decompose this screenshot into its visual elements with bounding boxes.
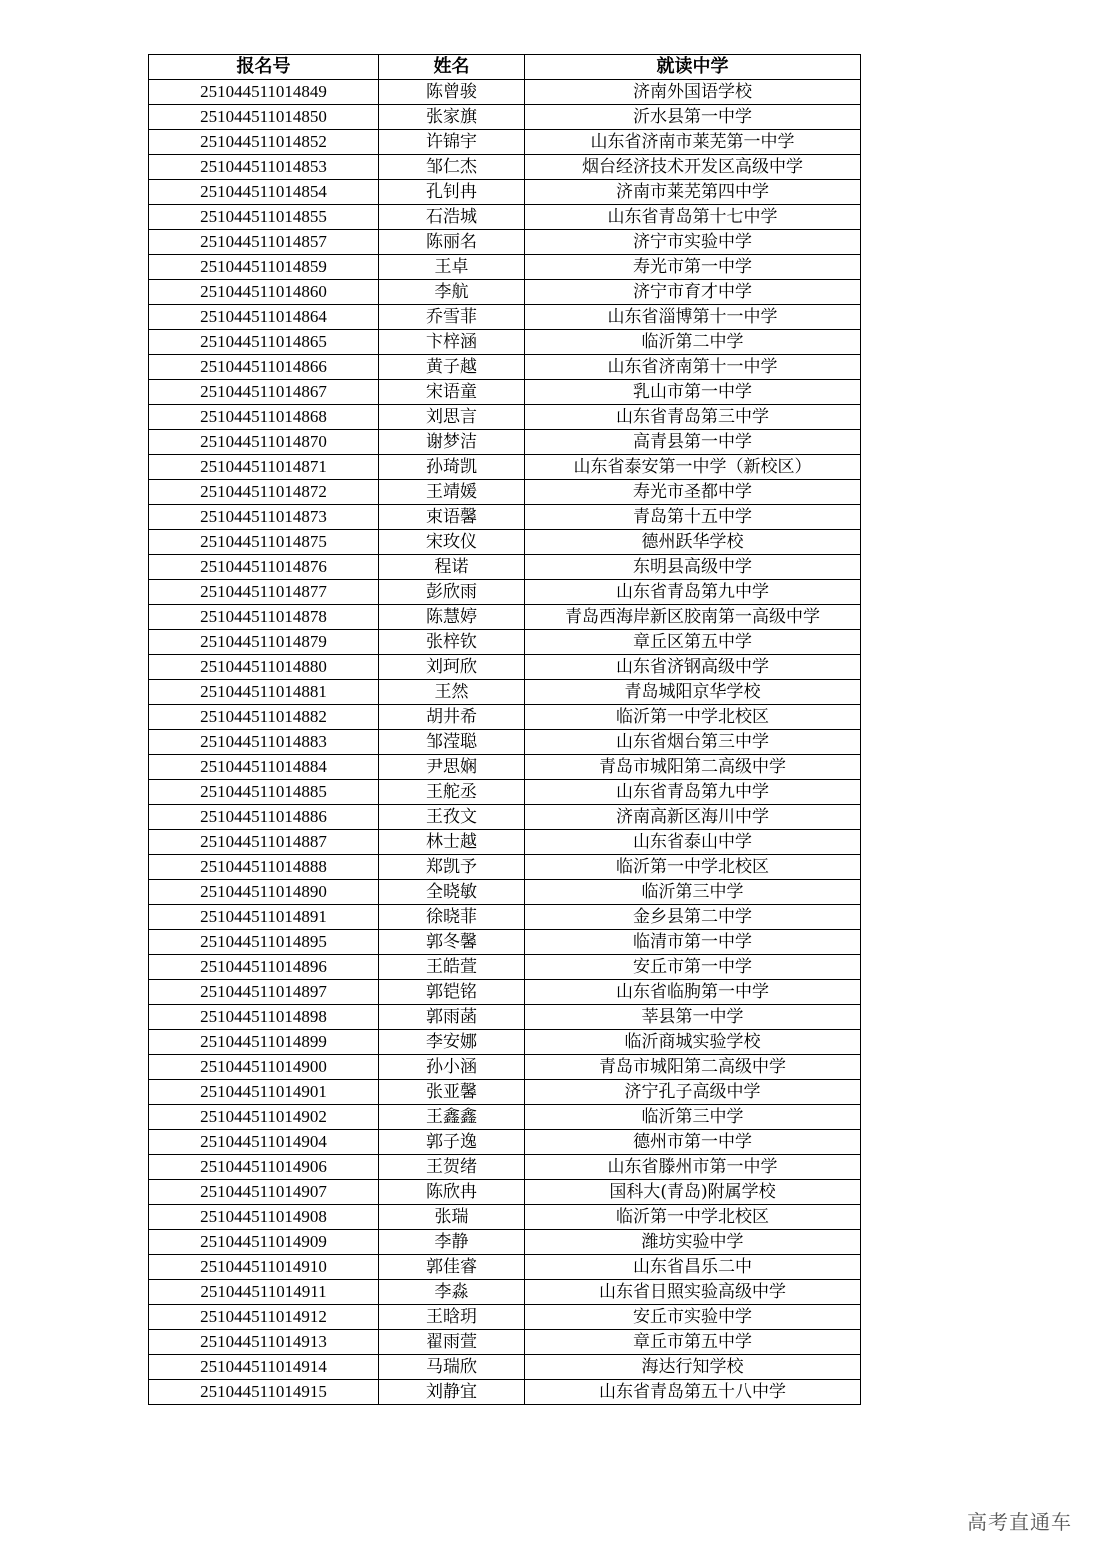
- table-row: [149, 880, 861, 905]
- student-name-cell: 王皓萱: [379, 955, 525, 980]
- header-school: 就读中学: [525, 55, 861, 80]
- school-cell: 青岛西海岸新区胶南第一高级中学: [525, 605, 861, 630]
- student-name-cell: 李静: [379, 1230, 525, 1255]
- student-name-cell: 孙小涵: [379, 1055, 525, 1080]
- table-row: [149, 130, 861, 155]
- registration-number-cell: 251044511014885: [149, 780, 379, 805]
- table-row: [149, 855, 861, 880]
- school-cell: 山东省临朐第一中学: [525, 980, 861, 1005]
- registration-number-cell: 251044511014913: [149, 1330, 379, 1355]
- school-cell: 章丘市第五中学: [525, 1330, 861, 1355]
- registration-number-cell: 251044511014902: [149, 1105, 379, 1130]
- registration-number-cell: 251044511014900: [149, 1055, 379, 1080]
- student-name-cell: 陈欣冉: [379, 1180, 525, 1205]
- registration-number-cell: 251044511014854: [149, 180, 379, 205]
- student-name-cell: 郭佳睿: [379, 1255, 525, 1280]
- school-cell: 寿光市圣都中学: [525, 480, 861, 505]
- school-cell: 沂水县第一中学: [525, 105, 861, 130]
- table-row: [149, 630, 861, 655]
- registration-number-cell: 251044511014912: [149, 1305, 379, 1330]
- registration-number-cell: 251044511014888: [149, 855, 379, 880]
- student-name-cell: 胡井希: [379, 705, 525, 730]
- registration-number-cell: 251044511014890: [149, 880, 379, 905]
- table-row: [149, 1130, 861, 1155]
- table-row: [149, 1005, 861, 1030]
- school-cell: 临沂商城实验学校: [525, 1030, 861, 1055]
- school-cell: 青岛城阳京华学校: [525, 680, 861, 705]
- registration-number-cell: 251044511014909: [149, 1230, 379, 1255]
- watermark-text: 高考直通车: [967, 1510, 1072, 1534]
- table-row: [149, 505, 861, 530]
- student-name-cell: 郭子逸: [379, 1130, 525, 1155]
- header-name: 姓名: [379, 55, 525, 80]
- school-cell: 山东省泰安第一中学（新校区）: [525, 455, 861, 480]
- table-row: [149, 1330, 861, 1355]
- student-name-cell: 宋语童: [379, 380, 525, 405]
- table-row: [149, 805, 861, 830]
- table-row: [149, 980, 861, 1005]
- registration-number-cell: 251044511014877: [149, 580, 379, 605]
- table-row: [149, 430, 861, 455]
- school-cell: 临沂第一中学北校区: [525, 1205, 861, 1230]
- student-name-cell: 陈丽名: [379, 230, 525, 255]
- registration-number-cell: 251044511014879: [149, 630, 379, 655]
- school-cell: 安丘市第一中学: [525, 955, 861, 980]
- table-row: [149, 205, 861, 230]
- school-cell: 德州跃华学校: [525, 530, 861, 555]
- student-name-cell: 程诺: [379, 555, 525, 580]
- school-cell: 金乡县第二中学: [525, 905, 861, 930]
- header-registration-number: 报名号: [149, 55, 379, 80]
- table-body: [149, 80, 861, 1405]
- table-row: [149, 280, 861, 305]
- student-name-cell: 邹仁杰: [379, 155, 525, 180]
- registration-number-cell: 251044511014872: [149, 480, 379, 505]
- table-row: [149, 1255, 861, 1280]
- student-name-cell: 张瑞: [379, 1205, 525, 1230]
- registration-number-cell: 251044511014897: [149, 980, 379, 1005]
- table-row: [149, 905, 861, 930]
- table-row: [149, 580, 861, 605]
- table-row: [149, 930, 861, 955]
- registration-number-cell: 251044511014907: [149, 1180, 379, 1205]
- header-row: [149, 55, 861, 80]
- student-name-cell: 全晓敏: [379, 880, 525, 905]
- student-name-cell: 翟雨萱: [379, 1330, 525, 1355]
- table-row: [149, 405, 861, 430]
- table-row: [149, 1280, 861, 1305]
- student-name-cell: 李航: [379, 280, 525, 305]
- registration-number-cell: 251044511014886: [149, 805, 379, 830]
- student-name-cell: 郑凯予: [379, 855, 525, 880]
- school-cell: 章丘区第五中学: [525, 630, 861, 655]
- registration-number-cell: 251044511014855: [149, 205, 379, 230]
- school-cell: 临沂第三中学: [525, 1105, 861, 1130]
- registration-number-cell: 251044511014901: [149, 1080, 379, 1105]
- school-cell: 山东省青岛第五十八中学: [525, 1380, 861, 1405]
- student-name-cell: 王舵丞: [379, 780, 525, 805]
- table-row: [149, 1055, 861, 1080]
- student-name-cell: 李安娜: [379, 1030, 525, 1055]
- student-name-cell: 张亚馨: [379, 1080, 525, 1105]
- student-name-cell: 刘静宜: [379, 1380, 525, 1405]
- table-row: [149, 955, 861, 980]
- registration-number-cell: 251044511014911: [149, 1280, 379, 1305]
- school-cell: 海达行知学校: [525, 1355, 861, 1380]
- admission-list-table: [148, 54, 861, 1405]
- registration-number-cell: 251044511014906: [149, 1155, 379, 1180]
- school-cell: 烟台经济技术开发区高级中学: [525, 155, 861, 180]
- registration-number-cell: 251044511014873: [149, 505, 379, 530]
- table-row: [149, 255, 861, 280]
- school-cell: 临沂第三中学: [525, 880, 861, 905]
- student-name-cell: 林士越: [379, 830, 525, 855]
- table-row: [149, 1230, 861, 1255]
- table-row: [149, 1155, 861, 1180]
- school-cell: 山东省滕州市第一中学: [525, 1155, 861, 1180]
- student-name-cell: 彭欣雨: [379, 580, 525, 605]
- registration-number-cell: 251044511014880: [149, 655, 379, 680]
- registration-number-cell: 251044511014868: [149, 405, 379, 430]
- registration-number-cell: 251044511014875: [149, 530, 379, 555]
- registration-number-cell: 251044511014904: [149, 1130, 379, 1155]
- registration-number-cell: 251044511014876: [149, 555, 379, 580]
- school-cell: 山东省青岛第九中学: [525, 780, 861, 805]
- school-cell: 寿光市第一中学: [525, 255, 861, 280]
- student-name-cell: 王卓: [379, 255, 525, 280]
- table-row: [149, 1030, 861, 1055]
- registration-number-cell: 251044511014887: [149, 830, 379, 855]
- student-name-cell: 乔雪菲: [379, 305, 525, 330]
- registration-number-cell: 251044511014852: [149, 130, 379, 155]
- registration-number-cell: 251044511014914: [149, 1355, 379, 1380]
- registration-number-cell: 251044511014864: [149, 305, 379, 330]
- registration-number-cell: 251044511014871: [149, 455, 379, 480]
- school-cell: 山东省济南第十一中学: [525, 355, 861, 380]
- table-row: [149, 605, 861, 630]
- table-row: [149, 730, 861, 755]
- school-cell: 临沂第一中学北校区: [525, 855, 861, 880]
- school-cell: 德州市第一中学: [525, 1130, 861, 1155]
- student-name-cell: 张家旗: [379, 105, 525, 130]
- table-row: [149, 1105, 861, 1130]
- student-name-cell: 王晗玥: [379, 1305, 525, 1330]
- table-row: [149, 1380, 861, 1405]
- table-row: [149, 1180, 861, 1205]
- registration-number-cell: 251044511014896: [149, 955, 379, 980]
- school-cell: 山东省日照实验高级中学: [525, 1280, 861, 1305]
- student-name-cell: 宋玫仪: [379, 530, 525, 555]
- school-cell: 青岛市城阳第二高级中学: [525, 755, 861, 780]
- table-header: [149, 55, 861, 80]
- student-name-cell: 徐晓菲: [379, 905, 525, 930]
- student-name-cell: 王贺绪: [379, 1155, 525, 1180]
- registration-number-cell: 251044511014891: [149, 905, 379, 930]
- registration-number-cell: 251044511014908: [149, 1205, 379, 1230]
- school-cell: 山东省青岛第三中学: [525, 405, 861, 430]
- school-cell: 济宁孔子高级中学: [525, 1080, 861, 1105]
- school-cell: 安丘市实验中学: [525, 1305, 861, 1330]
- student-name-cell: 石浩城: [379, 205, 525, 230]
- table-row: [149, 455, 861, 480]
- school-cell: 临清市第一中学: [525, 930, 861, 955]
- school-cell: 青岛市城阳第二高级中学: [525, 1055, 861, 1080]
- table-row: [149, 530, 861, 555]
- student-name-cell: 谢梦洁: [379, 430, 525, 455]
- registration-number-cell: 251044511014883: [149, 730, 379, 755]
- registration-number-cell: 251044511014895: [149, 930, 379, 955]
- school-cell: 临沂第二中学: [525, 330, 861, 355]
- student-name-cell: 李淼: [379, 1280, 525, 1305]
- table-row: [149, 555, 861, 580]
- school-cell: 山东省泰山中学: [525, 830, 861, 855]
- registration-number-cell: 251044511014857: [149, 230, 379, 255]
- student-name-cell: 许锦宇: [379, 130, 525, 155]
- student-name-cell: 邹滢聪: [379, 730, 525, 755]
- table-row: [149, 780, 861, 805]
- table-row: [149, 105, 861, 130]
- table-row: [149, 705, 861, 730]
- school-cell: 济南高新区海川中学: [525, 805, 861, 830]
- student-name-cell: 孔钊冉: [379, 180, 525, 205]
- student-name-cell: 王靖媛: [379, 480, 525, 505]
- registration-number-cell: 251044511014915: [149, 1380, 379, 1405]
- table-row: [149, 305, 861, 330]
- table-row: [149, 755, 861, 780]
- table-row: [149, 655, 861, 680]
- school-cell: 临沂第一中学北校区: [525, 705, 861, 730]
- registration-number-cell: 251044511014859: [149, 255, 379, 280]
- registration-number-cell: 251044511014910: [149, 1255, 379, 1280]
- registration-number-cell: 251044511014867: [149, 380, 379, 405]
- table-row: [149, 1080, 861, 1105]
- student-name-cell: 孙琦凯: [379, 455, 525, 480]
- student-name-cell: 陈曾骏: [379, 80, 525, 105]
- table-row: [149, 330, 861, 355]
- registration-number-cell: 251044511014865: [149, 330, 379, 355]
- registration-number-cell: 251044511014870: [149, 430, 379, 455]
- student-name-cell: 束语馨: [379, 505, 525, 530]
- school-cell: 山东省烟台第三中学: [525, 730, 861, 755]
- school-cell: 济宁市育才中学: [525, 280, 861, 305]
- student-name-cell: 马瑞欣: [379, 1355, 525, 1380]
- school-cell: 潍坊实验中学: [525, 1230, 861, 1255]
- table-row: [149, 1205, 861, 1230]
- registration-number-cell: 251044511014850: [149, 105, 379, 130]
- registration-number-cell: 251044511014898: [149, 1005, 379, 1030]
- school-cell: 国科大(青岛)附属学校: [525, 1180, 861, 1205]
- registration-number-cell: 251044511014866: [149, 355, 379, 380]
- student-name-cell: 尹思娴: [379, 755, 525, 780]
- school-cell: 乳山市第一中学: [525, 380, 861, 405]
- registration-number-cell: 251044511014853: [149, 155, 379, 180]
- registration-number-cell: 251044511014881: [149, 680, 379, 705]
- student-name-cell: 郭雨菡: [379, 1005, 525, 1030]
- student-name-cell: 郭铠铭: [379, 980, 525, 1005]
- student-name-cell: 张梓钦: [379, 630, 525, 655]
- school-cell: 济南外国语学校: [525, 80, 861, 105]
- table-row: [149, 480, 861, 505]
- table-row: [149, 180, 861, 205]
- school-cell: 青岛第十五中学: [525, 505, 861, 530]
- student-name-cell: 黄子越: [379, 355, 525, 380]
- school-cell: 山东省济钢高级中学: [525, 655, 861, 680]
- school-cell: 山东省青岛第九中学: [525, 580, 861, 605]
- student-name-cell: 陈慧婷: [379, 605, 525, 630]
- school-cell: 高青县第一中学: [525, 430, 861, 455]
- student-name-cell: 王鑫鑫: [379, 1105, 525, 1130]
- table-row: [149, 680, 861, 705]
- student-name-cell: 王孜文: [379, 805, 525, 830]
- table-row: [149, 155, 861, 180]
- table-row: [149, 230, 861, 255]
- registration-number-cell: 251044511014899: [149, 1030, 379, 1055]
- table-row: [149, 1355, 861, 1380]
- table-row: [149, 830, 861, 855]
- school-cell: 山东省济南市莱芜第一中学: [525, 130, 861, 155]
- school-cell: 济南市莱芜第四中学: [525, 180, 861, 205]
- table-row: [149, 355, 861, 380]
- student-name-cell: 郭冬馨: [379, 930, 525, 955]
- table-row: [149, 380, 861, 405]
- registration-number-cell: 251044511014849: [149, 80, 379, 105]
- school-cell: 山东省淄博第十一中学: [525, 305, 861, 330]
- school-cell: 东明县高级中学: [525, 555, 861, 580]
- student-name-cell: 卞梓涵: [379, 330, 525, 355]
- registration-number-cell: 251044511014884: [149, 755, 379, 780]
- student-name-cell: 刘思言: [379, 405, 525, 430]
- school-cell: 莘县第一中学: [525, 1005, 861, 1030]
- table-row: [149, 1305, 861, 1330]
- student-name-cell: 刘珂欣: [379, 655, 525, 680]
- school-cell: 山东省青岛第十七中学: [525, 205, 861, 230]
- school-cell: 济宁市实验中学: [525, 230, 861, 255]
- school-cell: 山东省昌乐二中: [525, 1255, 861, 1280]
- student-name-cell: 王然: [379, 680, 525, 705]
- table-row: [149, 80, 861, 105]
- registration-number-cell: 251044511014882: [149, 705, 379, 730]
- registration-number-cell: 251044511014878: [149, 605, 379, 630]
- registration-number-cell: 251044511014860: [149, 280, 379, 305]
